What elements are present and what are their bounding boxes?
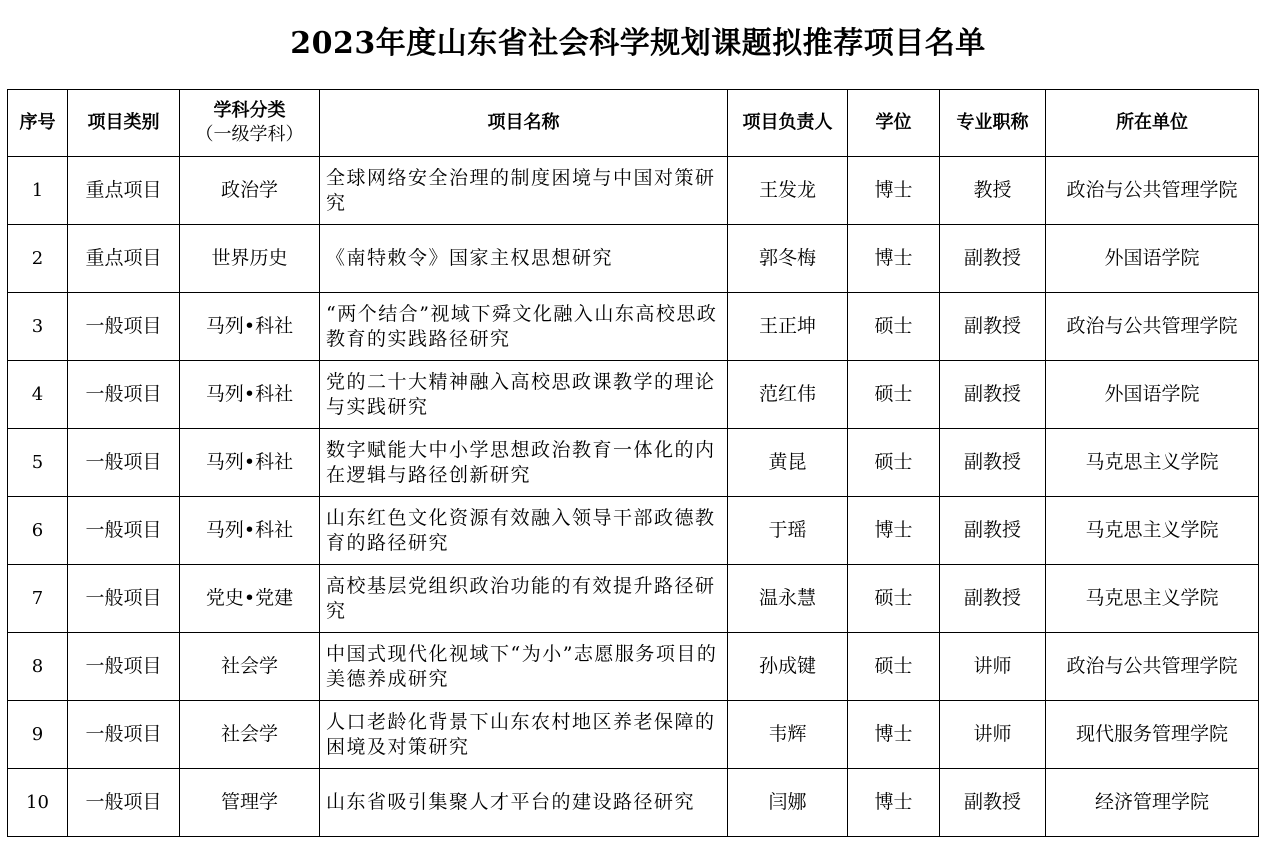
- cell-unit: 现代服务管理学院: [1046, 701, 1259, 769]
- cell-project-name: 高校基层党组织政治功能的有效提升路径研究: [320, 565, 728, 633]
- cell-no: 8: [8, 633, 68, 701]
- header-title: 专业职称: [940, 90, 1046, 157]
- cell-project-name: 全球网络安全治理的制度困境与中国对策研究: [320, 157, 728, 225]
- header-leader: 项目负责人: [728, 90, 848, 157]
- cell-title: 讲师: [940, 701, 1046, 769]
- table-row: [8, 633, 1259, 701]
- cell-project-name: 党的二十大精神融入高校思政课教学的理论与实践研究: [320, 361, 728, 429]
- cell-unit: 经济管理学院: [1046, 769, 1259, 837]
- table-row: [8, 565, 1259, 633]
- cell-category: 一般项目: [68, 293, 180, 361]
- cell-discipline: 社会学: [180, 701, 320, 769]
- header-row: [8, 90, 1259, 157]
- cell-degree: 博士: [848, 701, 940, 769]
- cell-category: 一般项目: [68, 497, 180, 565]
- cell-category: 一般项目: [68, 769, 180, 837]
- table-row: [8, 225, 1259, 293]
- cell-leader: 王发龙: [728, 157, 848, 225]
- cell-discipline: 世界历史: [180, 225, 320, 293]
- cell-leader: 闫娜: [728, 769, 848, 837]
- cell-leader: 范红伟: [728, 361, 848, 429]
- cell-project-name: “两个结合”视域下舜文化融入山东高校思政教育的实践路径研究: [320, 293, 728, 361]
- cell-degree: 硕士: [848, 565, 940, 633]
- header-category: 项目类别: [68, 90, 180, 157]
- cell-title: 副教授: [940, 429, 1046, 497]
- cell-leader: 黄昆: [728, 429, 848, 497]
- cell-unit: 马克思主义学院: [1046, 497, 1259, 565]
- cell-discipline: 政治学: [180, 157, 320, 225]
- cell-discipline: 马列•科社: [180, 293, 320, 361]
- cell-title: 教授: [940, 157, 1046, 225]
- cell-degree: 硕士: [848, 361, 940, 429]
- cell-discipline: 社会学: [180, 633, 320, 701]
- cell-discipline: 马列•科社: [180, 497, 320, 565]
- cell-degree: 博士: [848, 157, 940, 225]
- cell-title: 副教授: [940, 225, 1046, 293]
- header-unit: 所在单位: [1046, 90, 1259, 157]
- cell-title: 副教授: [940, 565, 1046, 633]
- cell-title: 副教授: [940, 361, 1046, 429]
- cell-leader: 郭冬梅: [728, 225, 848, 293]
- cell-no: 1: [8, 157, 68, 225]
- table-row: [8, 293, 1259, 361]
- cell-degree: 博士: [848, 769, 940, 837]
- table-row: [8, 701, 1259, 769]
- table-row: [8, 429, 1259, 497]
- cell-title: 副教授: [940, 497, 1046, 565]
- cell-no: 10: [8, 769, 68, 837]
- cell-project-name: 中国式现代化视域下“为小”志愿服务项目的美德养成研究: [320, 633, 728, 701]
- cell-category: 重点项目: [68, 157, 180, 225]
- cell-no: 6: [8, 497, 68, 565]
- cell-unit: 政治与公共管理学院: [1046, 293, 1259, 361]
- cell-category: 一般项目: [68, 565, 180, 633]
- cell-discipline: 党史•党建: [180, 565, 320, 633]
- document-title: 2023年度山东省社会科学规划课题拟推荐项目名单: [290, 26, 986, 61]
- cell-degree: 硕士: [848, 633, 940, 701]
- header-discipline-line2: （一级学科）: [195, 124, 304, 145]
- cell-no: 3: [8, 293, 68, 361]
- cell-category: 一般项目: [68, 701, 180, 769]
- cell-leader: 王正坤: [728, 293, 848, 361]
- table-row: [8, 361, 1259, 429]
- cell-title: 讲师: [940, 633, 1046, 701]
- header-degree: 学位: [848, 90, 940, 157]
- cell-discipline: 马列•科社: [180, 429, 320, 497]
- cell-unit: 马克思主义学院: [1046, 565, 1259, 633]
- cell-title: 副教授: [940, 769, 1046, 837]
- cell-project-name: 人口老龄化背景下山东农村地区养老保障的困境及对策研究: [320, 701, 728, 769]
- cell-no: 7: [8, 565, 68, 633]
- project-table: [7, 89, 1259, 837]
- cell-degree: 硕士: [848, 429, 940, 497]
- cell-no: 9: [8, 701, 68, 769]
- cell-discipline: 管理学: [180, 769, 320, 837]
- cell-degree: 博士: [848, 225, 940, 293]
- table-row: [8, 769, 1259, 837]
- cell-no: 2: [8, 225, 68, 293]
- cell-degree: 博士: [848, 497, 940, 565]
- cell-project-name: 《南特敕令》国家主权思想研究: [320, 225, 728, 293]
- cell-project-name: 数字赋能大中小学思想政治教育一体化的内在逻辑与路径创新研究: [320, 429, 728, 497]
- cell-leader: 温永慧: [728, 565, 848, 633]
- cell-no: 5: [8, 429, 68, 497]
- cell-unit: 外国语学院: [1046, 361, 1259, 429]
- cell-category: 一般项目: [68, 429, 180, 497]
- cell-category: 重点项目: [68, 225, 180, 293]
- cell-leader: 孙成键: [728, 633, 848, 701]
- cell-unit: 政治与公共管理学院: [1046, 633, 1259, 701]
- cell-unit: 外国语学院: [1046, 225, 1259, 293]
- table-row: [8, 157, 1259, 225]
- cell-category: 一般项目: [68, 633, 180, 701]
- cell-project-name: 山东红色文化资源有效融入领导干部政德教育的路径研究: [320, 497, 728, 565]
- cell-category: 一般项目: [68, 361, 180, 429]
- cell-degree: 硕士: [848, 293, 940, 361]
- header-name: 项目名称: [320, 90, 728, 157]
- cell-leader: 于瑶: [728, 497, 848, 565]
- cell-unit: 政治与公共管理学院: [1046, 157, 1259, 225]
- header-discipline-line1: 学科分类: [213, 100, 286, 121]
- table-row: [8, 497, 1259, 565]
- cell-discipline: 马列•科社: [180, 361, 320, 429]
- header-no: 序号: [8, 90, 68, 157]
- cell-project-name: 山东省吸引集聚人才平台的建设路径研究: [320, 769, 728, 837]
- cell-leader: 韦辉: [728, 701, 848, 769]
- cell-no: 4: [8, 361, 68, 429]
- header-discipline: [180, 90, 320, 157]
- cell-unit: 马克思主义学院: [1046, 429, 1259, 497]
- cell-title: 副教授: [940, 293, 1046, 361]
